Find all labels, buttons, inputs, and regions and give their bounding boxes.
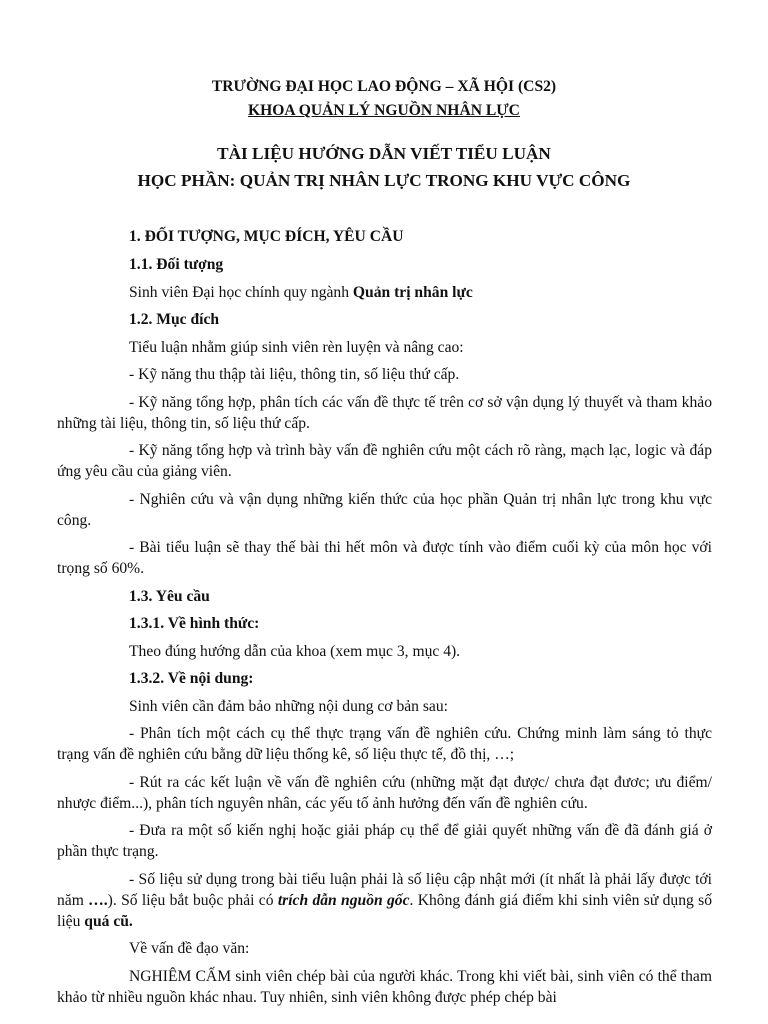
list-item: - Phân tích một cách cụ thể thực trạng vấn đề nghiên cứu. Chứng minh làm sáng tỏ thực trạng vấn đề nghiên cứu bằng dữ liệu thống kê, số liệu thực tế, đồ thị, …; bbox=[57, 725, 712, 763]
document-body bbox=[57, 226, 712, 1014]
list-item: - Bài tiểu luận sẽ thay thế bài thi hết môn và được tính vào điểm cuối kỳ của môn học với trọng số 60%. bbox=[57, 539, 712, 577]
list-item: - Nghiên cứu và vận dụng những kiến thức của học phần Quản trị nhân lực trong khu vực công. bbox=[57, 490, 712, 529]
list-item: - Kỹ năng tổng hợp và trình bày vấn đề nghiên cứu một cách rõ ràng, mạch lạc, logic và đáp ứng yêu cầu của giảng viên. bbox=[57, 442, 712, 480]
plagiarism-text: NGHIÊM CẤM sinh viên chép bài của người khác. Trong khi viết bài, sinh viên có thể tham khảo từ nhiều nguồn khác nhau. Tuy nhiên, sinh viên không được phép chép bài bbox=[57, 967, 712, 1006]
outdated-emphasis: quá cũ. bbox=[84, 912, 133, 930]
section-1-2-intro: Tiểu luận nhằm giúp sinh viên rèn luyện và nâng cao: bbox=[129, 338, 464, 356]
section-1-3-1-heading: 1.3.1. Về hình thức: bbox=[129, 615, 260, 632]
list-item: - Kỹ năng thu thập tài liệu, thông tin, số liệu thứ cấp. bbox=[129, 366, 460, 383]
section-1-3-2-heading: 1.3.2. Về nội dung: bbox=[129, 670, 254, 687]
section-1-3-2-intro: Sinh viên cần đảm bảo những nội dung cơ bản sau: bbox=[129, 697, 448, 715]
section-1-1-text: Sinh viên Đại học chính quy ngành Quản trị nhân lực bbox=[129, 283, 473, 301]
section-1-3-1-text: Theo đúng hướng dẫn của khoa (xem mục 3, mục 4). bbox=[129, 642, 461, 660]
section-1-1-heading: 1.1. Đối tượng bbox=[129, 256, 224, 273]
school-name: TRƯỜNG ĐẠI HỌC LAO ĐỘNG – XÃ HỘI (CS2) bbox=[211, 78, 557, 95]
section-1-3-heading: 1.3. Yêu cầu bbox=[129, 587, 210, 605]
list-item: - Rút ra các kết luận về vấn đề nghiên cứu (những mặt đạt được/ chưa đạt đươc; ưu điểm/ nhược điểm...), phân tích nguyên nhân, các yếu tố ảnh hưởng đến vấn đề nghiên cứu. bbox=[57, 773, 712, 812]
major-name: Quản trị nhân lực bbox=[352, 283, 473, 301]
document-title: TÀI LIỆU HƯỚNG DẪN VIẾT TIỂU LUẬN bbox=[217, 144, 551, 163]
data-requirement-item: - Số liệu sử dụng trong bài tiểu luận phải là số liệu cập nhật mới (ít nhất là phải lấy được tới năm ….). Số liệu bắt buộc phải có trích dẫn nguồn gốc. Không đánh giá điểm khi sinh viên sử dụng số liệu quá cũ. bbox=[57, 870, 712, 930]
list-item: - Đưa ra một số kiến nghị hoặc giải pháp cụ thể để giải quyết những vấn đề đã đánh giá ở phần thực trạng. bbox=[57, 822, 712, 860]
plagiarism-heading: Về vấn đề đạo văn: bbox=[129, 940, 250, 957]
section-1-2-heading: 1.2. Mục đích bbox=[129, 311, 220, 328]
faculty-name: KHOA QUẢN LÝ NGUỒN NHÂN LỰC bbox=[248, 102, 520, 119]
section-1-heading: 1. ĐỐI TƯỢNG, MỤC ĐÍCH, YÊU CẦU bbox=[129, 228, 404, 245]
list-item: - Kỹ năng tổng hợp, phân tích các vấn đề thực tế trên cơ sở vận dụng lý thuyết và tham khảo những tài liệu, thông tin, số liệu thứ cấp. bbox=[57, 393, 712, 432]
citation-emphasis: trích dẫn nguồn gốc bbox=[277, 891, 410, 909]
course-title: HỌC PHẦN: QUẢN TRỊ NHÂN LỰC TRONG KHU VỰC CÔNG bbox=[137, 171, 631, 190]
